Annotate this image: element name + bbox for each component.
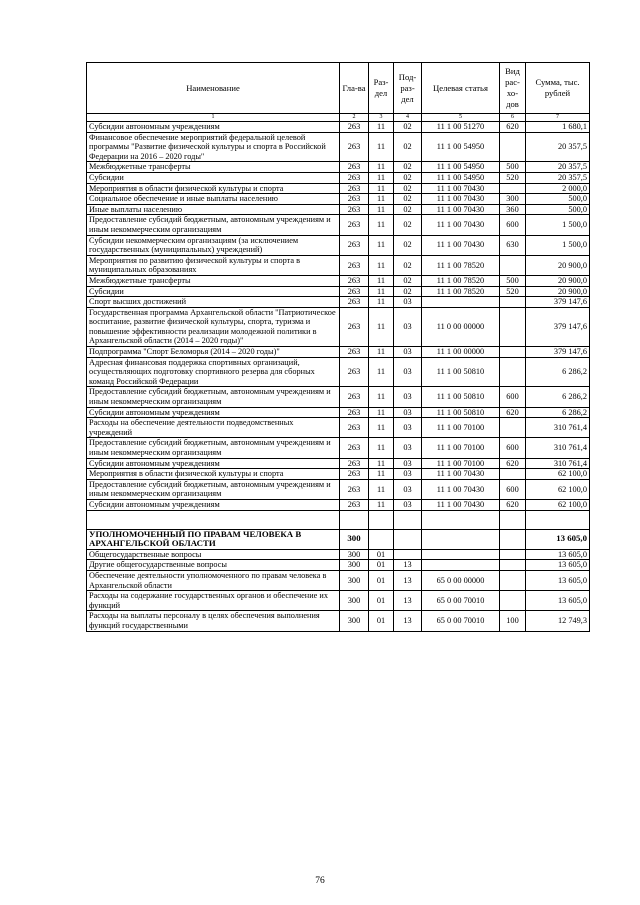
cell-podrazdel: 03 — [394, 357, 422, 387]
table-row — [87, 407, 590, 418]
table-row — [87, 479, 590, 499]
table-row — [87, 235, 590, 255]
cell-razdel: 11 — [369, 204, 394, 215]
table-row — [87, 499, 590, 510]
table-row — [87, 172, 590, 183]
table-row — [87, 286, 590, 297]
cell-target: 11 1 00 70430 — [422, 235, 500, 255]
cell-podrazdel: 02 — [394, 162, 422, 173]
cell-sum: 13 605,0 — [526, 560, 590, 571]
cell-target: 11 1 00 70430 — [422, 204, 500, 215]
cell-name: УПОЛНОМОЧЕННЫЙ ПО ПРАВАМ ЧЕЛОВЕКА В АРХАНГЕЛЬСКОЙ ОБЛАСТИ — [87, 529, 340, 549]
cell-vid — [500, 418, 526, 438]
cell-razdel: 11 — [369, 255, 394, 275]
table-row — [87, 204, 590, 215]
cell-sum: 13 605,0 — [526, 529, 590, 549]
cell-razdel: 01 — [369, 560, 394, 571]
cell-name: Мероприятия в области физической культуры и спорта — [87, 469, 340, 480]
cell-name: Социальное обеспечение и иные выплаты населению — [87, 194, 340, 205]
cell-vid — [500, 307, 526, 346]
cell-podrazdel: 03 — [394, 387, 422, 407]
cell-name: Субсидии автономным учреждениям — [87, 458, 340, 469]
cell-sum: 1 500,0 — [526, 215, 590, 235]
cell-glava: 263 — [340, 172, 369, 183]
cell-podrazdel: 03 — [394, 479, 422, 499]
cell-target — [422, 297, 500, 308]
header-podrazdel: Под-раз-дел — [394, 63, 422, 114]
cell-glava: 263 — [340, 479, 369, 499]
cell-vid — [500, 510, 526, 529]
table-row — [87, 194, 590, 205]
cell-vid — [500, 570, 526, 590]
cell-vid — [500, 549, 526, 560]
cell-glava: 263 — [340, 357, 369, 387]
cell-target: 11 1 00 70430 — [422, 194, 500, 205]
cell-sum: 310 761,4 — [526, 418, 590, 438]
cell-glava: 263 — [340, 499, 369, 510]
cell-razdel: 11 — [369, 297, 394, 308]
cell-razdel: 11 — [369, 132, 394, 162]
cell-sum: 379 147,6 — [526, 297, 590, 308]
cell-podrazdel: 03 — [394, 307, 422, 346]
cell-razdel: 11 — [369, 275, 394, 286]
cell-podrazdel: 02 — [394, 286, 422, 297]
cell-glava: 263 — [340, 418, 369, 438]
cell-target: 11 1 00 70430 — [422, 499, 500, 510]
cell-sum: 20 357,5 — [526, 172, 590, 183]
table-row — [87, 275, 590, 286]
cell-name: Общегосударственные вопросы — [87, 549, 340, 560]
cell-target: 11 1 00 00000 — [422, 347, 500, 358]
budget-table — [86, 62, 590, 632]
budget-table-page — [86, 62, 589, 632]
cell-vid: 620 — [500, 122, 526, 133]
cell-target: 11 1 00 51270 — [422, 122, 500, 133]
cell-glava: 300 — [340, 529, 369, 549]
table-body — [87, 122, 590, 632]
cell-sum: 6 286,2 — [526, 407, 590, 418]
cell-sum: 62 100,0 — [526, 469, 590, 480]
cell-name: Субсидии — [87, 286, 340, 297]
cell-razdel: 11 — [369, 183, 394, 194]
cell-glava: 263 — [340, 183, 369, 194]
header-razdel: Раз-дел — [369, 63, 394, 114]
cell-razdel — [369, 529, 394, 549]
cell-sum: 13 605,0 — [526, 549, 590, 560]
cell-podrazdel: 13 — [394, 570, 422, 590]
cell-razdel: 01 — [369, 611, 394, 631]
cell-podrazdel: 13 — [394, 560, 422, 571]
cell-razdel: 11 — [369, 407, 394, 418]
cell-podrazdel: 03 — [394, 499, 422, 510]
cell-sum: 1 500,0 — [526, 235, 590, 255]
table-row — [87, 132, 590, 162]
cell-target: 11 1 00 78520 — [422, 255, 500, 275]
cell-razdel: 11 — [369, 418, 394, 438]
cell-target — [422, 560, 500, 571]
cell-vid: 600 — [500, 387, 526, 407]
cell-sum: 13 605,0 — [526, 591, 590, 611]
cell-vid — [500, 183, 526, 194]
header-target: Целевая статья — [422, 63, 500, 114]
table-row — [87, 549, 590, 560]
cell-target: 11 1 00 70430 — [422, 469, 500, 480]
cell-razdel: 11 — [369, 235, 394, 255]
cell-vid — [500, 469, 526, 480]
table-row — [87, 611, 590, 631]
cell-glava: 263 — [340, 469, 369, 480]
cell-glava — [340, 510, 369, 529]
cell-name: Предоставление субсидий бюджетным, автономным учреждениям и иным некоммерческим организациям — [87, 387, 340, 407]
cell-razdel: 11 — [369, 438, 394, 458]
cell-target: 11 1 00 70430 — [422, 183, 500, 194]
cell-name: Субсидии — [87, 172, 340, 183]
table-row — [87, 347, 590, 358]
cell-glava: 263 — [340, 438, 369, 458]
cell-glava: 300 — [340, 611, 369, 631]
table-row — [87, 357, 590, 387]
cell-vid: 600 — [500, 438, 526, 458]
cell-name: Адресная финансовая поддержка спортивных организаций, осуществляющих подготовку спортивного резерва для сборных команд Российской Федерации — [87, 357, 340, 387]
cell-target: 11 1 00 78520 — [422, 275, 500, 286]
cell-glava: 300 — [340, 591, 369, 611]
cell-name: Субсидии автономным учреждениям — [87, 122, 340, 133]
cell-razdel: 01 — [369, 591, 394, 611]
cell-sum — [526, 510, 590, 529]
table-row — [87, 162, 590, 173]
cell-vid: 360 — [500, 204, 526, 215]
cell-target: 11 1 00 50810 — [422, 357, 500, 387]
table-row — [87, 387, 590, 407]
cell-glava: 300 — [340, 560, 369, 571]
cell-podrazdel: 02 — [394, 194, 422, 205]
cell-razdel — [369, 510, 394, 529]
cell-name: Межбюджетные трансферты — [87, 275, 340, 286]
cell-vid: 500 — [500, 275, 526, 286]
table-row — [87, 255, 590, 275]
cell-podrazdel: 02 — [394, 204, 422, 215]
cell-razdel: 11 — [369, 172, 394, 183]
table-row — [87, 591, 590, 611]
table-row — [87, 183, 590, 194]
cell-glava: 263 — [340, 235, 369, 255]
cell-target: 65 0 00 70010 — [422, 591, 500, 611]
cell-target — [422, 529, 500, 549]
table-row — [87, 215, 590, 235]
header-vid: Вид рас-хо-дов — [500, 63, 526, 114]
cell-sum: 6 286,2 — [526, 387, 590, 407]
cell-vid: 620 — [500, 499, 526, 510]
cell-vid: 520 — [500, 172, 526, 183]
cell-vid: 520 — [500, 286, 526, 297]
cell-podrazdel: 02 — [394, 215, 422, 235]
cell-razdel: 11 — [369, 162, 394, 173]
table-row — [87, 469, 590, 480]
table-row — [87, 458, 590, 469]
cell-podrazdel: 03 — [394, 407, 422, 418]
cell-target: 11 1 00 54950 — [422, 162, 500, 173]
cell-podrazdel: 03 — [394, 469, 422, 480]
cell-sum: 500,0 — [526, 204, 590, 215]
table-row — [87, 560, 590, 571]
cell-razdel: 01 — [369, 549, 394, 560]
cell-target: 11 1 00 70100 — [422, 438, 500, 458]
cell-sum: 20 900,0 — [526, 275, 590, 286]
cell-sum: 500,0 — [526, 194, 590, 205]
cell-podrazdel: 13 — [394, 591, 422, 611]
cell-razdel: 11 — [369, 458, 394, 469]
cell-name: Межбюджетные трансферты — [87, 162, 340, 173]
cell-target: 11 0 00 00000 — [422, 307, 500, 346]
cell-vid — [500, 529, 526, 549]
cell-razdel: 11 — [369, 194, 394, 205]
cell-vid: 600 — [500, 479, 526, 499]
cell-razdel: 01 — [369, 570, 394, 590]
cell-vid — [500, 560, 526, 571]
cell-name: Субсидии автономным учреждениям — [87, 499, 340, 510]
cell-target: 11 1 00 78520 — [422, 286, 500, 297]
cell-podrazdel: 02 — [394, 172, 422, 183]
cell-glava: 263 — [340, 132, 369, 162]
cell-name: Спорт высших достижений — [87, 297, 340, 308]
cell-podrazdel: 02 — [394, 255, 422, 275]
cell-razdel: 11 — [369, 387, 394, 407]
cell-glava: 263 — [340, 215, 369, 235]
cell-name — [87, 510, 340, 529]
table-row — [87, 570, 590, 590]
cell-vid: 100 — [500, 611, 526, 631]
cell-glava: 300 — [340, 549, 369, 560]
page-number: 76 — [315, 876, 325, 886]
cell-sum: 379 147,6 — [526, 347, 590, 358]
cell-podrazdel: 03 — [394, 297, 422, 308]
cell-name: Расходы на содержание государственных органов и обеспечение их функций — [87, 591, 340, 611]
cell-name: Иные выплаты населению — [87, 204, 340, 215]
cell-target: 65 0 00 70010 — [422, 611, 500, 631]
cell-glava: 263 — [340, 122, 369, 133]
cell-glava: 263 — [340, 162, 369, 173]
cell-sum: 1 680,1 — [526, 122, 590, 133]
cell-podrazdel: 03 — [394, 438, 422, 458]
cell-name: Предоставление субсидий бюджетным, автономным учреждениям и иным некоммерческим организациям — [87, 215, 340, 235]
cell-podrazdel: 02 — [394, 122, 422, 133]
cell-podrazdel: 03 — [394, 458, 422, 469]
cell-podrazdel — [394, 549, 422, 560]
cell-glava: 263 — [340, 286, 369, 297]
cell-vid: 620 — [500, 458, 526, 469]
cell-name: Субсидии некоммерческим организациям (за исключением государственных (муниципальных) учреждений) — [87, 235, 340, 255]
cell-name: Предоставление субсидий бюджетным, автономным учреждениям и иным некоммерческим организациям — [87, 438, 340, 458]
column-number: 7 — [526, 114, 590, 122]
cell-vid — [500, 255, 526, 275]
cell-glava: 263 — [340, 204, 369, 215]
cell-vid: 300 — [500, 194, 526, 205]
cell-razdel: 11 — [369, 499, 394, 510]
table-row — [87, 297, 590, 308]
cell-razdel: 11 — [369, 215, 394, 235]
cell-vid — [500, 132, 526, 162]
cell-vid: 620 — [500, 407, 526, 418]
cell-target: 65 0 00 00000 — [422, 570, 500, 590]
cell-name: Расходы на выплаты персоналу в целях обеспечения выполнения функций государственными — [87, 611, 340, 631]
cell-podrazdel — [394, 529, 422, 549]
cell-sum: 13 605,0 — [526, 570, 590, 590]
cell-podrazdel: 03 — [394, 347, 422, 358]
table-row — [87, 438, 590, 458]
header-name: Наименование — [87, 63, 340, 114]
cell-target: 11 1 00 54950 — [422, 132, 500, 162]
column-number: 2 — [340, 114, 369, 122]
table-row — [87, 418, 590, 438]
cell-glava: 263 — [340, 275, 369, 286]
cell-name: Расходы на обеспечение деятельности подведомственных учреждений — [87, 418, 340, 438]
cell-name: Другие общегосударственные вопросы — [87, 560, 340, 571]
column-number: 5 — [422, 114, 500, 122]
cell-glava: 263 — [340, 255, 369, 275]
cell-sum: 310 761,4 — [526, 438, 590, 458]
cell-vid — [500, 357, 526, 387]
cell-razdel: 11 — [369, 469, 394, 480]
cell-podrazdel: 02 — [394, 235, 422, 255]
cell-target: 11 1 00 70100 — [422, 458, 500, 469]
cell-sum: 379 147,6 — [526, 307, 590, 346]
table-row — [87, 510, 590, 529]
cell-name: Мероприятия по развитию физической культуры и спорта в муниципальных образованиях — [87, 255, 340, 275]
cell-razdel: 11 — [369, 286, 394, 297]
cell-podrazdel — [394, 510, 422, 529]
column-number: 3 — [369, 114, 394, 122]
cell-sum: 310 761,4 — [526, 458, 590, 469]
cell-razdel: 11 — [369, 347, 394, 358]
cell-vid — [500, 297, 526, 308]
cell-target: 11 1 00 50810 — [422, 407, 500, 418]
table-row — [87, 307, 590, 346]
cell-glava: 263 — [340, 387, 369, 407]
cell-razdel: 11 — [369, 307, 394, 346]
cell-glava: 263 — [340, 458, 369, 469]
column-number: 6 — [500, 114, 526, 122]
cell-glava: 263 — [340, 347, 369, 358]
cell-name: Государственная программа Архангельской области "Патриотическое воспитание, развитие физической культуры, спорта, туризма и повышение эффективности реализации молодежной политики в Архангельской области (2014 – 2020 годы)" — [87, 307, 340, 346]
cell-sum: 6 286,2 — [526, 357, 590, 387]
table-row — [87, 529, 590, 549]
cell-target: 11 1 00 54950 — [422, 172, 500, 183]
cell-sum: 20 357,5 — [526, 132, 590, 162]
header-sum: Сумма, тыс. рублей — [526, 63, 590, 114]
cell-glava: 300 — [340, 570, 369, 590]
table-header-row — [87, 63, 590, 114]
cell-podrazdel: 02 — [394, 132, 422, 162]
cell-name: Мероприятия в области физической культуры и спорта — [87, 183, 340, 194]
column-number: 1 — [87, 114, 340, 122]
cell-target — [422, 510, 500, 529]
column-number: 4 — [394, 114, 422, 122]
cell-target: 11 1 00 70430 — [422, 215, 500, 235]
cell-target: 11 1 00 50810 — [422, 387, 500, 407]
cell-glava: 263 — [340, 297, 369, 308]
cell-sum: 20 900,0 — [526, 286, 590, 297]
cell-vid — [500, 347, 526, 358]
table-row — [87, 122, 590, 133]
cell-sum: 12 749,3 — [526, 611, 590, 631]
cell-sum: 20 357,5 — [526, 162, 590, 173]
cell-glava: 263 — [340, 407, 369, 418]
cell-sum: 2 000,0 — [526, 183, 590, 194]
cell-glava: 263 — [340, 194, 369, 205]
cell-vid: 630 — [500, 235, 526, 255]
cell-vid — [500, 591, 526, 611]
cell-sum: 20 900,0 — [526, 255, 590, 275]
cell-razdel: 11 — [369, 479, 394, 499]
header-glava: Гла-ва — [340, 63, 369, 114]
cell-podrazdel: 03 — [394, 418, 422, 438]
cell-sum: 62 100,0 — [526, 479, 590, 499]
cell-name: Обеспечение деятельности уполномоченного по правам человека в Архангельской области — [87, 570, 340, 590]
cell-podrazdel: 02 — [394, 275, 422, 286]
cell-glava: 263 — [340, 307, 369, 346]
cell-podrazdel: 13 — [394, 611, 422, 631]
cell-vid: 600 — [500, 215, 526, 235]
cell-target — [422, 549, 500, 560]
cell-target: 11 1 00 70430 — [422, 479, 500, 499]
cell-name: Предоставление субсидий бюджетным, автономным учреждениям и иным некоммерческим организациям — [87, 479, 340, 499]
cell-razdel: 11 — [369, 357, 394, 387]
cell-sum: 62 100,0 — [526, 499, 590, 510]
cell-name: Финансовое обеспечение мероприятий федеральной целевой программы "Развитие физической культуры и спорта в Российской Федерации на 2016 – 2020 годы" — [87, 132, 340, 162]
column-number-row — [87, 114, 590, 122]
cell-podrazdel: 02 — [394, 183, 422, 194]
cell-target: 11 1 00 70100 — [422, 418, 500, 438]
cell-vid: 500 — [500, 162, 526, 173]
cell-name: Субсидии автономным учреждениям — [87, 407, 340, 418]
cell-razdel: 11 — [369, 122, 394, 133]
cell-name: Подпрограмма "Спорт Беломорья (2014 – 2020 годы)" — [87, 347, 340, 358]
